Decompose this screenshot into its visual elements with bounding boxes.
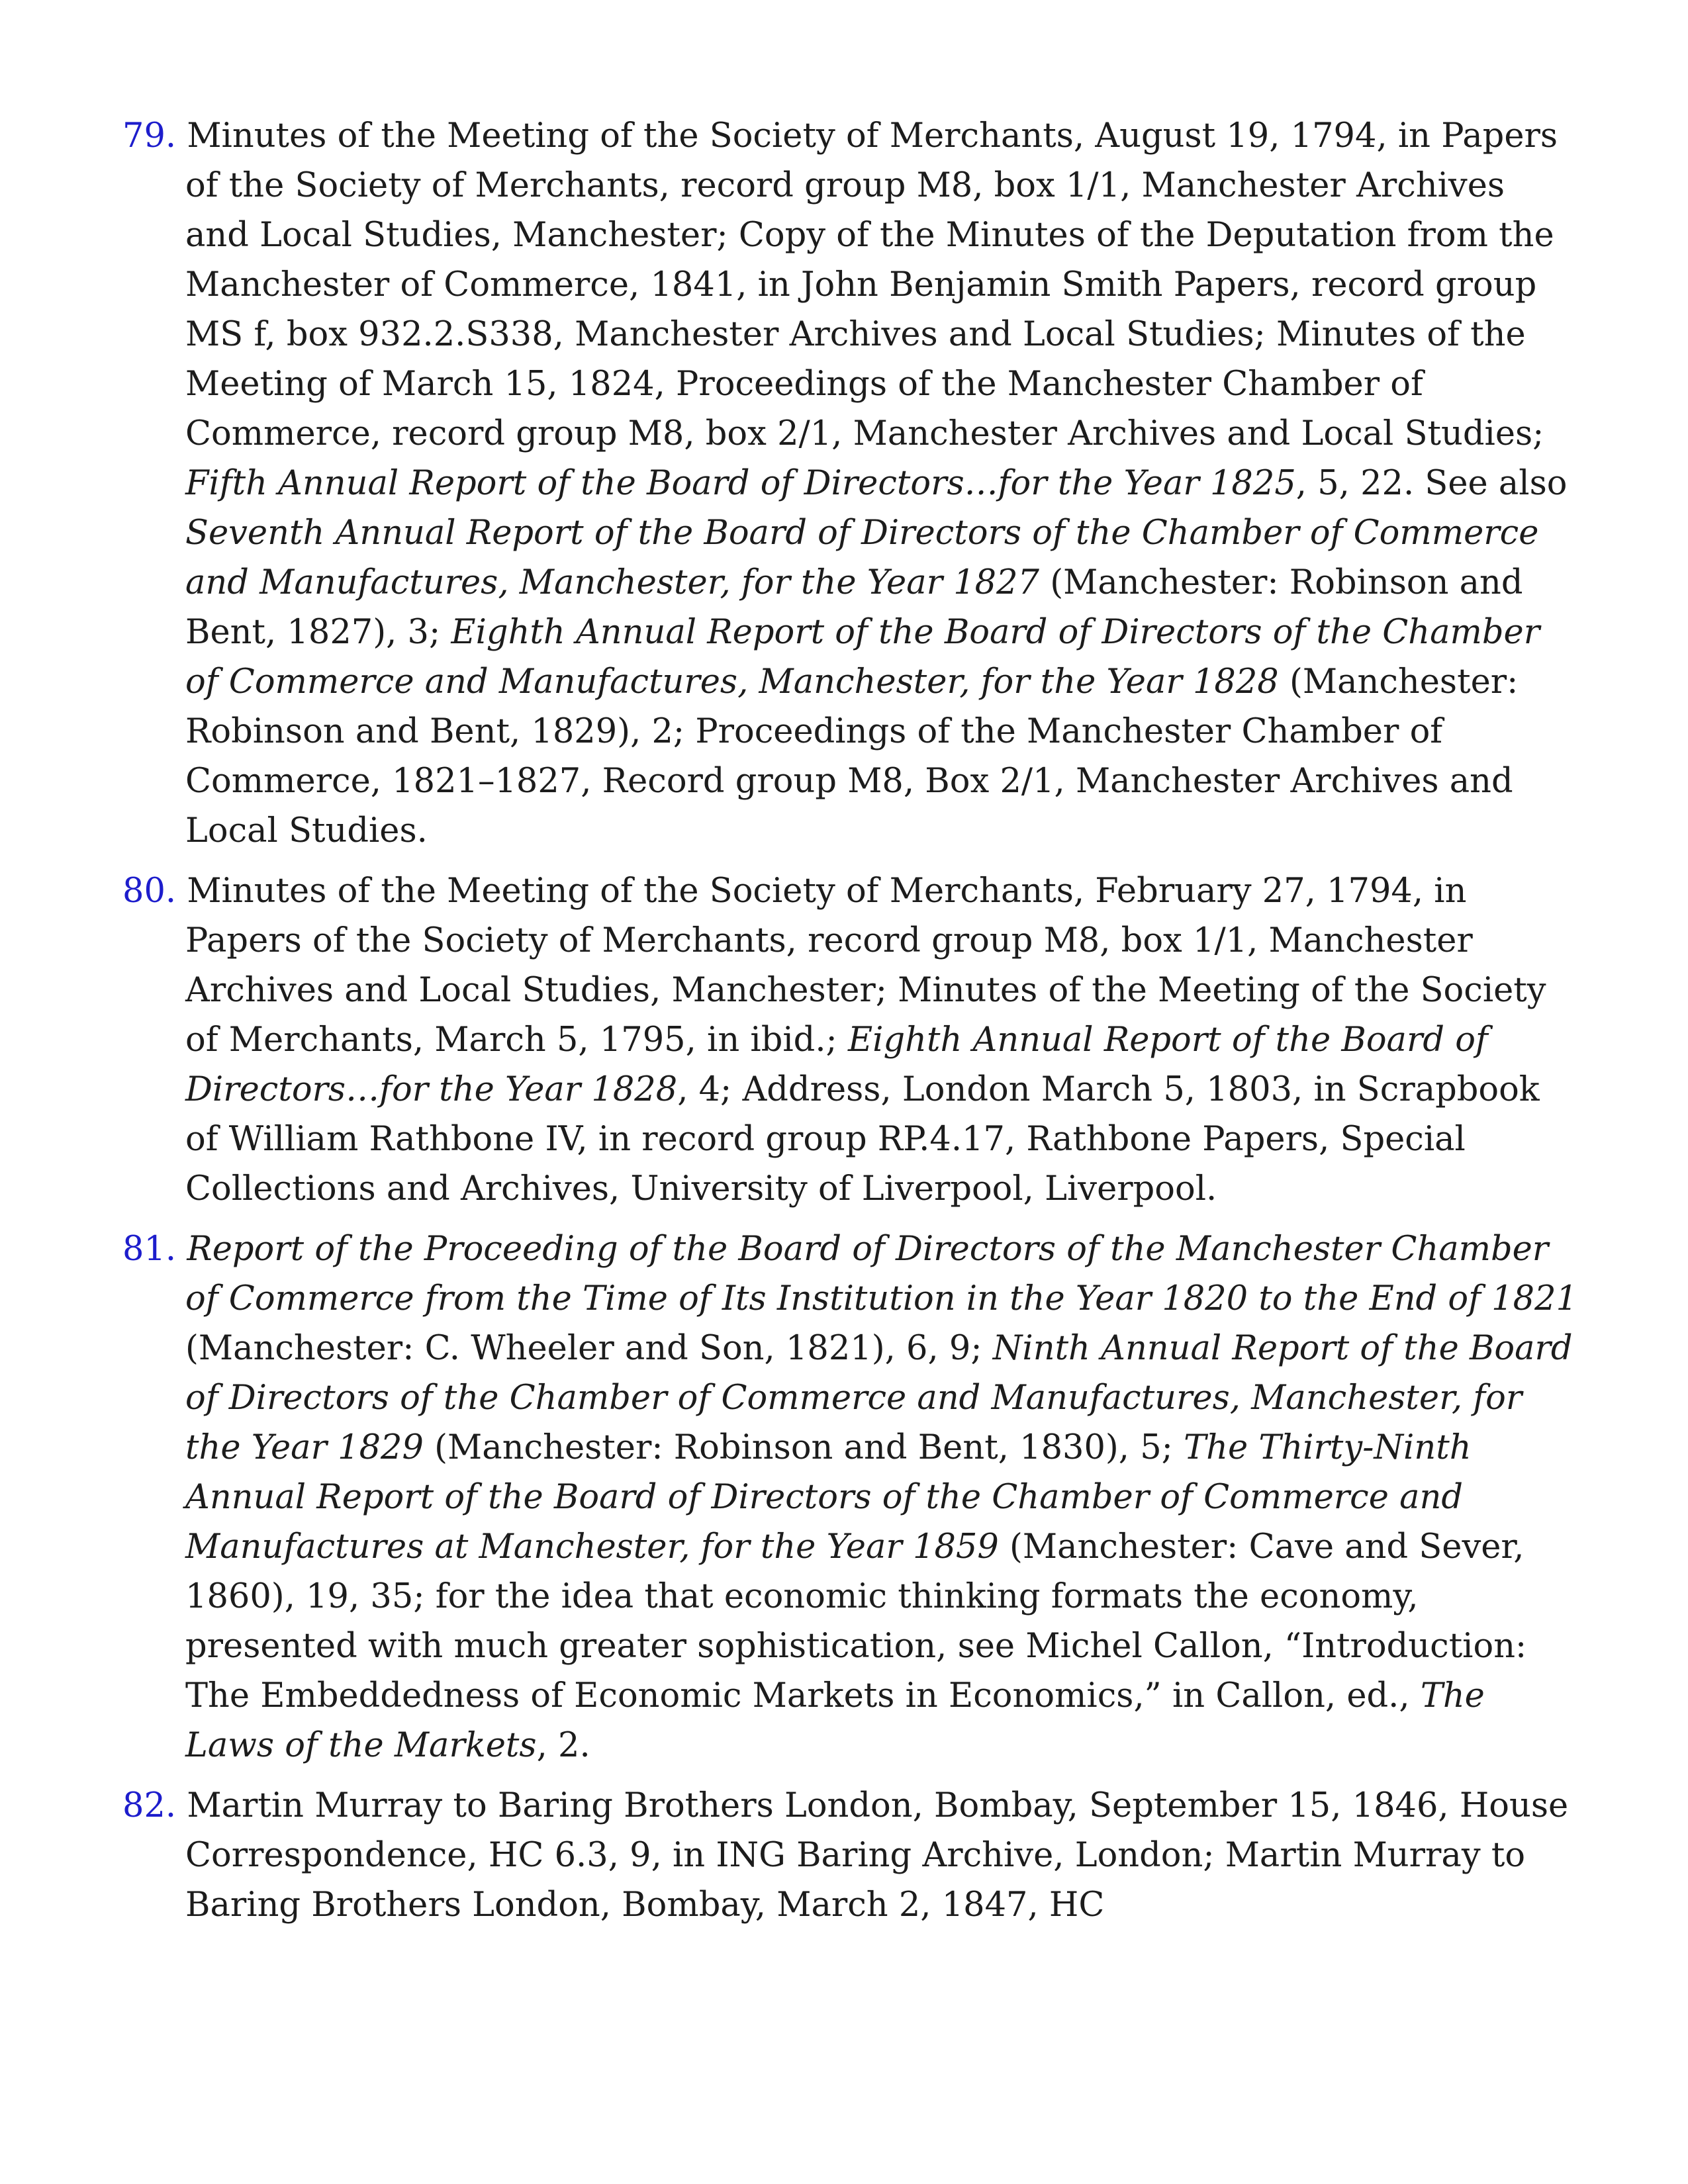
note-text-segment: , 4; Address, London March 5, 1803, in Scrapbook of William Rathbone IV, in record group RP.4.17, Rathbone Papers, Special Collections and Archives, University of Liverpool, Liverpool.: [185, 1070, 1540, 1208]
note-text: [176, 116, 1567, 850]
note-text-segment: , 5, 22. See also: [1295, 464, 1568, 503]
note-text: [176, 1230, 1577, 1765]
endnote: [122, 1224, 1579, 1770]
note-title-segment: Ninth Annual Report of the Board of Directors of the Chamber of Commerce and Manufactures, Manchester, for the Year 1829: [185, 1329, 1573, 1467]
note-text-segment: (Manchester: Robinson and Bent, 1830), 5;: [423, 1428, 1184, 1467]
note-text: [176, 1786, 1568, 1925]
note-text-segment: [176, 1230, 187, 1269]
note-title-segment: The Laws of the Markets: [185, 1676, 1485, 1765]
note-text-segment: (Manchester: C. Wheeler and Son, 1821), 6, 9;: [185, 1329, 993, 1368]
note-text-segment: , 2.: [536, 1726, 590, 1765]
note-title-segment: Report of the Proceeding of the Board of Directors of the Manchester Chamber of Commerce from the Time of Its Institution in the Year 1820 to the End of 1821: [185, 1230, 1577, 1318]
endnotes-list: [122, 111, 1579, 1940]
note-title-segment: Fifth Annual Report of the Board of Directors…for the Year 1825: [185, 464, 1296, 503]
note-number-link[interactable]: 81.: [122, 1230, 177, 1269]
note-title-segment: Eighth Annual Report of the Board of Directors of the Chamber of Commerce and Manufactures, Manchester, for the Year 1828: [185, 613, 1540, 702]
note-text-segment: Minutes of the Meeting of the Society of Merchants, February 27, 1794, in Papers of the Society of Merchants, record group M8, box 1/1, Manchester Archives and Local Studies, Manchester; Minutes of the Meeting of the Society of Merchants, March 5, 1795, in ibid.;: [176, 872, 1546, 1060]
note-title-segment: Eighth Annual Report of the Board of Directors…for the Year 1828: [185, 1021, 1488, 1109]
endnote: [122, 866, 1579, 1214]
note-text-segment: (Manchester: Robinson and Bent, 1829), 2; Proceedings of the Manchester Chamber of Commerce, 1821–1827, Record group M8, Box 2/1, Manchester Archives and Local Studies.: [185, 662, 1519, 850]
note-title-segment: Seventh Annual Report of the Board of Directors of the Chamber of Commerce and Manufactures, Manchester, for the Year 1827: [185, 514, 1539, 602]
note-text-segment: Martin Murray to Baring Brothers London, Bombay, September 15, 1846, House Correspondence, HC 6.3, 9, in ING Baring Archive, London; Martin Murray to Baring Brothers London, Bombay, March 2, 1847, HC: [176, 1786, 1569, 1925]
endnote: [122, 111, 1579, 856]
note-text: [176, 872, 1546, 1208]
note-text-segment: Minutes of the Meeting of the Society of Merchants, August 19, 1794, in Papers of the Society of Merchants, record group M8, box 1/1, Manchester Archives and Local Studies, Manchester; Copy of the Minutes of the Deputation from the Manchester of Commerce, 1841, in John Benjamin Smith Papers, record group MS f, box 932.2.S338, Manchester Archives and Local Studies; Minutes of the Meeting of March 15, 1824, Proceedings of the Manchester Chamber of Commerce, record group M8, box 2/1, Manchester Archives and Local Studies;: [176, 116, 1558, 453]
endnote: [122, 1781, 1579, 1930]
note-title-segment: The Thirty-Ninth Annual Report of the Board of Directors of the Chamber of Commerce and Manufactures at Manchester, for the Year 1859: [185, 1428, 1472, 1567]
note-number-link[interactable]: 80.: [122, 872, 177, 911]
note-number-link[interactable]: 82.: [122, 1786, 177, 1825]
note-number-link[interactable]: 79.: [122, 116, 177, 156]
note-text-segment: (Manchester: Cave and Sever, 1860), 19, 35; for the idea that economic thinking formats the economy, presented with much greater sophistication, see Michel Callon, “Introduction: The Embeddedness of Economic Markets in Economics,” in Callon, ed.,: [185, 1527, 1527, 1715]
note-text-segment: (Manchester: Robinson and Bent, 1827), 3;: [185, 563, 1523, 652]
